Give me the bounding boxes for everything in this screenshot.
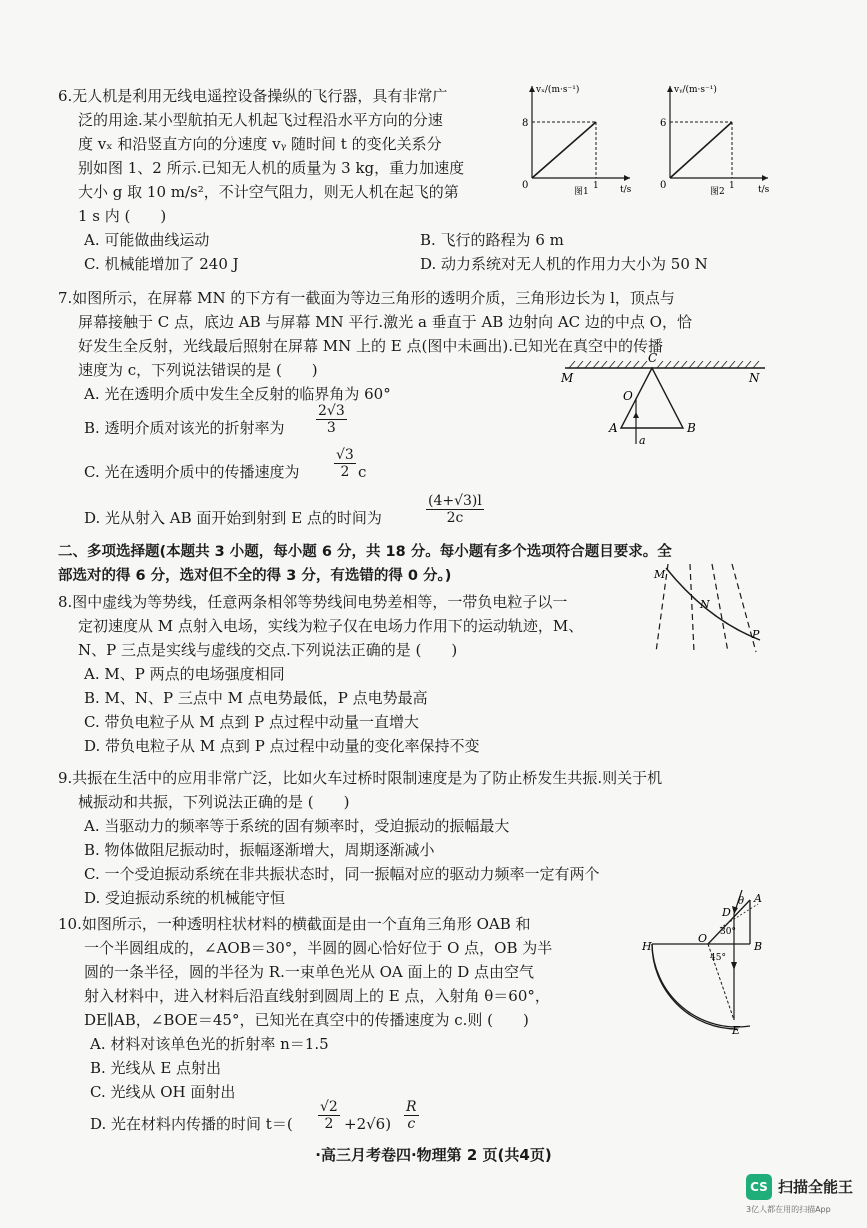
fig2-origin: 0 [660,180,667,191]
q7-b-num: 2√3 [318,403,345,419]
section-2-heading-1: 二、多项选择题(本题共 3 小题，每小题 6 分，共 18 分。每小题有多个选项符合题目要求。全 [58,544,672,560]
q10-label-b: B [754,940,763,953]
q7-option-b-fraction [316,403,347,436]
section-2-heading-2: 部选对的得 6 分，选对但不全的得 3 分，有选错的得 0 分。) [58,568,452,584]
q7-label-a-ray: a [639,434,646,447]
q8-option-a: A. M、P 两点的电场强度相同 [84,665,285,683]
q10-line-1: 10.如图所示，一种透明柱状材料的横截面是由一个直角三角形 OAB 和 [58,915,531,933]
q7-d-num: (4+√3)l [428,493,482,509]
q7-line-1: 7.如图所示，在屏幕 MN 的下方有一截面为等边三角形的透明介质，三角形边长为 l，顶点与 [58,289,675,307]
camscanner-watermark [746,1172,866,1218]
q7-label-a-vertex: A [609,421,618,435]
camscanner-icon: CS [746,1174,772,1200]
q10-label-theta: θ [738,896,745,907]
q7-option-a: A. 光在透明介质中发生全反射的临界角为 60° [84,385,391,403]
q10-label-d: D [722,906,731,919]
q9-line-2: 械振动和共振，下列说法正确的是 ( ) [78,793,350,811]
q10-label-e: E [732,1024,741,1037]
q9-option-c: C. 一个受迫振动系统在非共振状态时，同一振幅对应的驱动力频率一定有两个 [84,865,600,883]
q7-line-2: 屏幕接触于 C 点，底边 AB 与屏幕 MN 平行.激光 a 垂直于 AB 边射向 AC 边的中点 O，恰 [78,313,692,331]
q6-option-c: C. 机械能增加了 240 J [84,255,239,273]
q6-line-6: 1 s 内 ( ) [78,207,167,225]
q7-option-d: D. 光从射入 AB 面开始到射到 E 点的时间为 [84,509,382,527]
fig2-ylabel: vᵧ/(m·s⁻¹) [674,85,717,95]
q10-option-d-mid: +2√6) [344,1115,392,1133]
fig1-xtick: 1 [593,181,599,191]
q6-figure-2 [648,78,778,198]
fig1-xlabel: t/s [620,185,632,195]
q6-option-a: A. 可能做曲线运动 [84,231,210,249]
q6-option-d: D. 动力系统对无人机的作用力大小为 50 N [420,255,708,273]
q7-option-c: C. 光在透明介质中的传播速度为 [84,463,300,481]
q7-b-den: 3 [326,420,336,436]
q8-line-3: N、P 三点是实线与虚线的交点.下列说法正确的是 ( ) [78,641,458,659]
q7-c-num: √3 [336,447,354,463]
q10-label-30: 30° [720,927,736,937]
q7-line-4: 速度为 c，下列说法错误的是 ( ) [78,361,318,379]
q8-label-m: M [654,568,666,581]
q8-figure [648,560,768,660]
fig1-ytick: 8 [522,118,529,129]
q10-label-a: A [754,892,762,905]
q8-line-1: 8.图中虚线为等势线，任意两条相邻等势线间电势差相等，一带负电粒子以一 [58,593,568,611]
q10-d-frac-num: √2 [320,1099,338,1115]
q6-line-3: 度 vₓ 和沿竖直方向的分速度 vᵧ 随时间 t 的变化关系分 [78,135,442,153]
fig2-ytick: 6 [660,118,667,129]
q6-line-4: 别如图 1、2 所示.已知无人机的质量为 3 kg，重力加速度 [78,159,465,177]
q7-figure [555,350,775,450]
camscanner-name: 扫描全能王 [778,1178,854,1196]
q8-label-p: P [752,628,760,641]
q8-option-d: D. 带负电粒子从 M 点到 P 点过程中动量的变化率保持不变 [84,737,480,755]
q10-label-45: 45° [710,953,726,963]
fig2-xtick: 1 [729,181,735,191]
q10-option-d-text: D. 光在材料内传播的时间 t＝( [90,1115,293,1133]
q9-option-b: B. 物体做阻尼振动时，振幅逐渐增大，周期逐渐减小 [84,841,435,859]
q6-line-5: 大小 g 取 10 m/s²，不计空气阻力，则无人机在起飞的第 [78,183,459,201]
q6-figure-1 [510,78,640,198]
q10-line-4: 射入材料中，进入材料后沿直线射到圆周上的 E 点，入射角 θ＝60°， [84,987,550,1005]
q7-d-den: 2c [446,510,464,526]
q10-option-c: C. 光线从 OH 面射出 [90,1083,236,1101]
page-footer: ·高三月考卷四·物理第 2 页(共4页) [315,1146,552,1164]
q10-label-h: H [642,940,652,953]
q10-d-fraction-2 [404,1099,419,1132]
q7-label-c: C [648,351,658,365]
q6-line-1: 6.无人机是利用无线电遥控设备操纵的飞行器，具有非常广 [58,87,448,105]
q7-option-b: B. 透明介质对该光的折射率为 [84,419,285,437]
q7-label-m: M [561,371,574,385]
q10-d-fraction-1 [318,1099,340,1132]
q10-figure [640,890,790,1060]
q7-c-den: 2 [340,464,350,480]
q8-option-b: B. M、N、P 三点中 M 点电势最低，P 点电势最高 [84,689,428,707]
q6-option-b: B. 飞行的路程为 6 m [420,231,564,249]
q8-line-2: 定初速度从 M 点射入电场，实线为粒子仅在电场力作用下的运动轨迹，M、 [78,617,584,635]
q10-line-5: DE∥AB，∠BOE＝45°，已知光在真空中的传播速度为 c.则 ( ) [84,1011,529,1029]
q7-label-b: B [687,421,696,435]
q8-option-c: C. 带负电粒子从 M 点到 P 点过程中动量一直增大 [84,713,420,731]
fig1-ylabel: vₓ/(m·s⁻¹) [536,85,580,95]
q9-option-a: A. 当驱动力的频率等于系统的固有频率时，受迫振动的振幅最大 [84,817,510,835]
fig1-origin: 0 [522,180,529,191]
q7-label-n: N [749,371,760,385]
q7-option-d-fraction [426,493,484,526]
fig1-caption: 图1 [574,187,589,197]
q8-label-n: N [700,598,710,611]
q7-option-c-fraction [334,447,356,480]
camscanner-tagline: 3亿人都在用的扫描App [746,1205,831,1214]
q9-line-1: 9.共振在生活中的应用非常广泛，比如火车过桥时限制速度是为了防止桥发生共振.则关于机 [58,769,663,787]
q10-option-a: A. 材料对该单色光的折射率 n＝1.5 [90,1035,329,1053]
q7-option-c-unit: c [358,463,367,481]
q10-label-o: O [698,932,708,945]
q7-line-3: 好发生全反射，光线最后照射在屏幕 MN 上的 E 点(图中未画出).已知光在真空中的传播 [78,337,663,355]
q9-option-d: D. 受迫振动系统的机械能守恒 [84,889,286,907]
q10-d-frac2-den: c [407,1116,416,1132]
fig2-caption: 图2 [710,187,725,197]
q10-d-frac-den: 2 [324,1116,334,1132]
q7-label-o: O [623,389,633,403]
q10-option-b: B. 光线从 E 点射出 [90,1059,222,1077]
q10-line-2: 一个半圆组成的，∠AOB＝30°，半圆的圆心恰好位于 O 点，OB 为半 [84,939,553,957]
fig2-xlabel: t/s [758,185,770,195]
q10-line-3: 圆的一条半径，圆的半径为 R.一束单色光从 OA 面上的 D 点由空气 [84,963,535,981]
q10-d-frac2-num: R [406,1099,417,1115]
q6-line-2: 泛的用途.某小型航拍无人机起飞过程沿水平方向的分速 [78,111,443,129]
